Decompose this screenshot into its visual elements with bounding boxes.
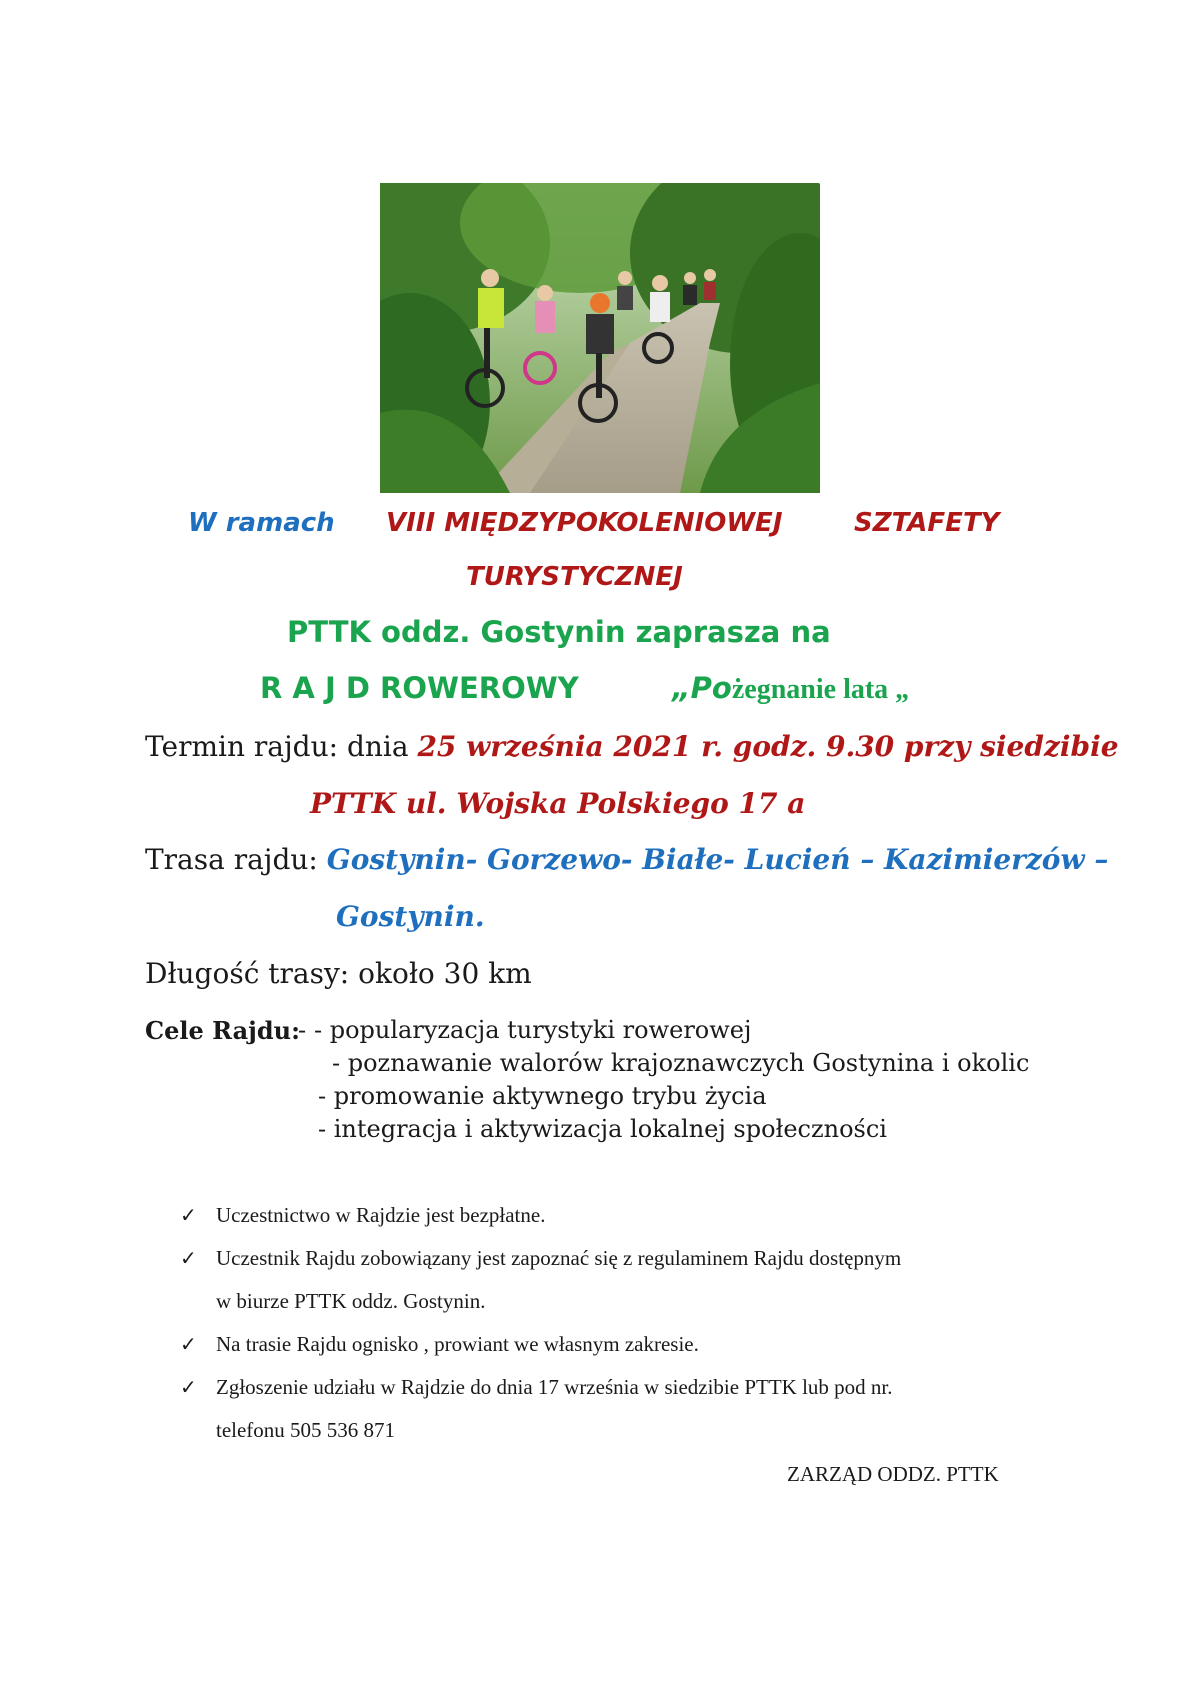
- goal-item: - integracja i aktywizacja lokalnej społeczności: [318, 1115, 887, 1143]
- signature: ZARZĄD ODDZ. PTTK: [787, 1462, 999, 1486]
- goal-item: - promowanie aktywnego trybu życia: [318, 1082, 767, 1110]
- date-value: 25 września 2021 r. godz. 9.30 przy siedzibie: [417, 730, 1119, 763]
- note-item: Uczestnictwo w Rajdzie jest bezpłatne.: [216, 1203, 546, 1227]
- date-line: [145, 730, 1119, 763]
- note-item-continued: telefonu 505 536 871: [216, 1418, 396, 1442]
- cyclists-forest-photo: [380, 183, 820, 493]
- note-item: Zgłoszenie udziału w Rajdzie do dnia 17 września w siedzibie PTTK lub pod nr.: [216, 1375, 893, 1399]
- event-name: [672, 671, 909, 706]
- event-name-rest: żegnanie lata „: [731, 674, 910, 705]
- goal-item: - popularyzacja turystyki rowerowej: [314, 1016, 752, 1044]
- route-value: Gostynin- Gorzewo- Białe- Lucień – Kazimierzów –: [326, 843, 1109, 876]
- event-type: R A J D ROWEROWY: [260, 671, 579, 705]
- meeting-place: PTTK ul. Wojska Polskiego 17 a: [310, 787, 806, 820]
- note-item: Na trasie Rajdu ognisko , prowiant we własnym zakresie.: [216, 1332, 699, 1356]
- event-name-bold: „Po: [672, 671, 732, 705]
- relay-title-part: TURYSTYCZNEJ: [466, 562, 683, 592]
- goals-label: Cele Rajdu:: [145, 1016, 300, 1045]
- note-item-continued: w biurze PTTK oddz. Gostynin.: [216, 1289, 486, 1313]
- intro-text: W ramach: [188, 508, 335, 538]
- note-item: Uczestnik Rajdu zobowiązany jest zapoznać się z regulaminem Rajdu dostępnym: [216, 1246, 902, 1270]
- relay-title-part: VIII MIĘDZYPOKOLENIOWEJ: [386, 508, 783, 538]
- goal-item: - poznawanie walorów krajoznawczych Gostynina i okolic: [332, 1049, 1030, 1077]
- route-label: Trasa rajdu:: [145, 843, 327, 876]
- route-line: [145, 843, 1108, 876]
- route-end: Gostynin.: [336, 900, 485, 933]
- invitation-line: PTTK oddz. Gostynin zaprasza na: [287, 615, 831, 649]
- check-icon: ✓: [180, 1375, 197, 1399]
- relay-title-part: SZTAFETY: [854, 508, 1000, 538]
- check-icon: ✓: [180, 1246, 197, 1270]
- check-icon: ✓: [180, 1203, 197, 1227]
- route-length: Długość trasy: około 30 km: [145, 957, 532, 990]
- date-label: Termin rajdu: dnia: [145, 730, 418, 763]
- goals-dash: -: [298, 1016, 307, 1044]
- check-icon: ✓: [180, 1332, 197, 1356]
